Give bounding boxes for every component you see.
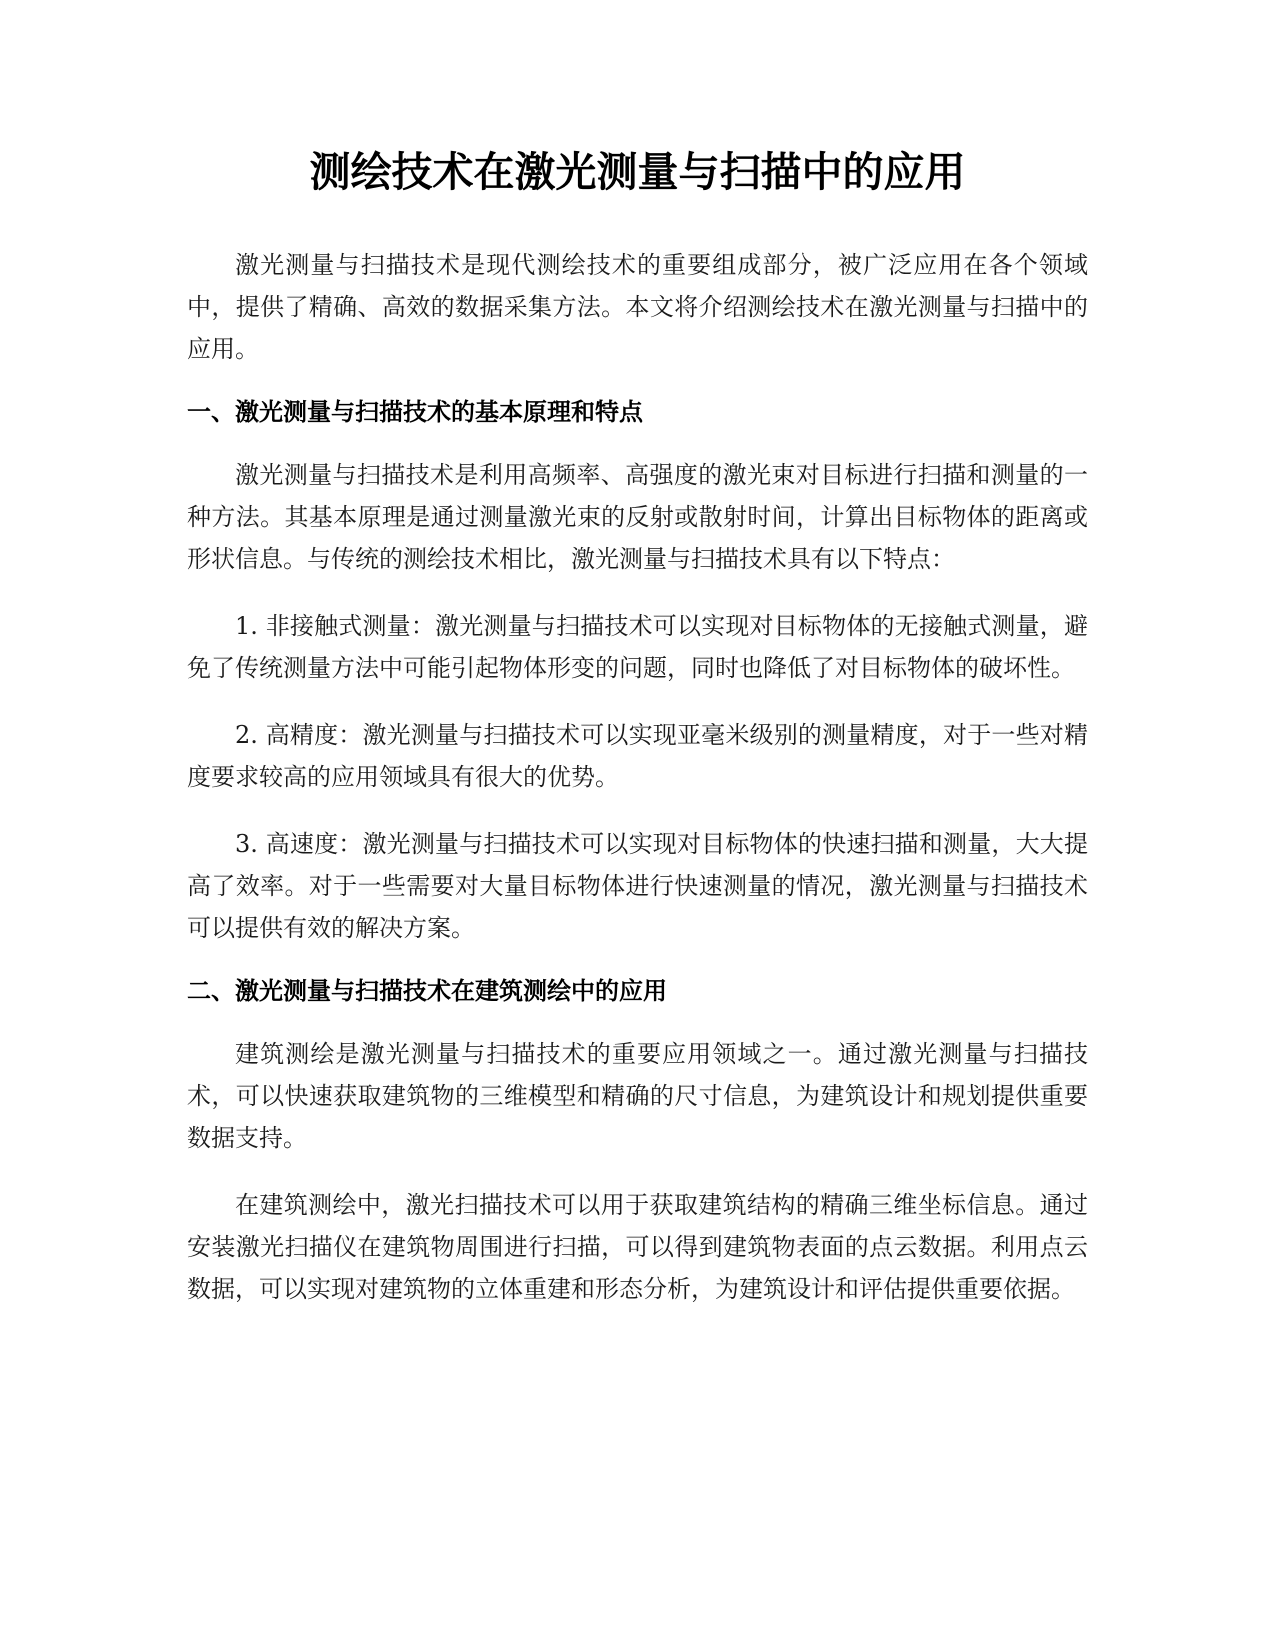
document-page [187,142,1088,1335]
document-title: 测绘技术在激光测量与扫描中的应用 [309,148,966,196]
section-1-paragraph: 激光测量与扫描技术是利用高频率、高强度的激光束对目标进行扫描和测量的一种方法。其基本原理是通过测量激光束的反射或散射时间，计算出目标物体的距离或形状信息。与传统的测绘技术相比，激光测量与扫描技术具有以下特点： [187,461,1088,573]
section-2-paragraph-2: 在建筑测绘中，激光扫描技术可以用于获取建筑结构的精确三维坐标信息。通过安装激光扫描仪在建筑物周围进行扫描，可以得到建筑物表面的点云数据。利用点云数据，可以实现对建筑物的立体重建和形态分析，为建筑设计和评估提供重要依据。 [187,1191,1088,1303]
section-2-heading: 二、激光测量与扫描技术在建筑测绘中的应用 [187,977,667,1005]
section-2-paragraph-1: 建筑测绘是激光测量与扫描技术的重要应用领域之一。通过激光测量与扫描技术，可以快速获取建筑物的三维模型和精确的尺寸信息，为建筑设计和规划提供重要数据支持。 [187,1040,1088,1152]
section-1-heading: 一、激光测量与扫描技术的基本原理和特点 [187,398,643,426]
intro-paragraph: 激光测量与扫描技术是现代测绘技术的重要组成部分，被广泛应用在各个领域中，提供了精确、高效的数据采集方法。本文将介绍测绘技术在激光测量与扫描中的应用。 [187,251,1088,363]
list-item-high-speed: 3. 高速度：激光测量与扫描技术可以实现对目标物体的快速扫描和测量，大大提高了效率。对于一些需要对大量目标物体进行快速测量的情况，激光测量与扫描技术可以提供有效的解决方案。 [187,830,1088,942]
list-item-non-contact: 1. 非接触式测量：激光测量与扫描技术可以实现对目标物体的无接触式测量，避免了传统测量方法中可能引起物体形变的问题，同时也降低了对目标物体的破坏性。 [187,612,1088,682]
list-item-high-precision: 2. 高精度：激光测量与扫描技术可以实现亚毫米级别的测量精度，对于一些对精度要求较高的应用领域具有很大的优势。 [187,721,1088,791]
